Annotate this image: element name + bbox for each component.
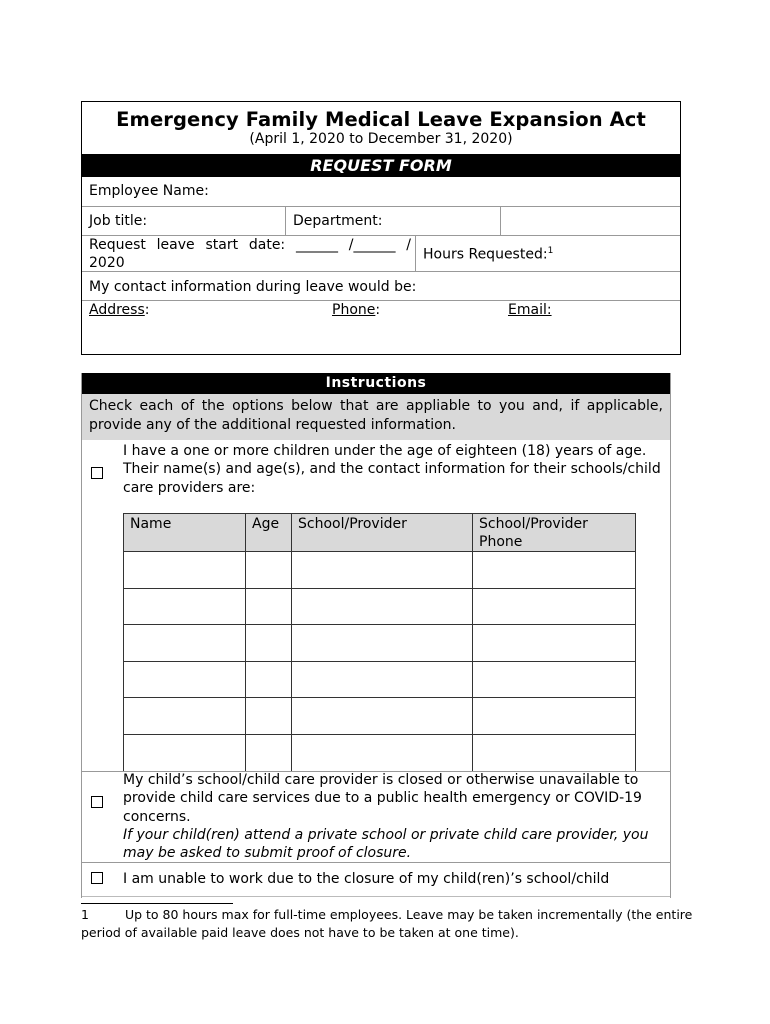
request-form [81,101,681,355]
table-cell-name[interactable] [124,588,246,625]
table-cell-school[interactable] [292,698,473,735]
divider [82,300,680,301]
table-cell-phone[interactable] [473,552,636,589]
hours-requested-label: Hours Requested: [423,246,548,263]
table-cell-name[interactable] [124,734,246,771]
divider [500,206,501,235]
column-header-age: Age [246,514,292,552]
column-header-name: Name [124,514,246,552]
table-cell-age[interactable] [246,588,292,625]
table-cell-phone[interactable] [473,698,636,735]
address-label: Address [89,302,145,318]
instructions-section [81,373,671,898]
table-row [124,698,636,735]
divider [82,206,680,207]
leave-start-date-field[interactable]: Request leave start date: ______ /______ / [89,237,411,253]
footnote-marker: 1 [547,246,554,256]
phone-field[interactable] [332,302,380,318]
table-cell-school[interactable] [292,625,473,662]
table-cell-school[interactable] [292,588,473,625]
table-cell-school[interactable] [292,661,473,698]
option-children-checkbox[interactable] [91,467,103,479]
table-cell-name[interactable] [124,552,246,589]
table-row [124,588,636,625]
table-cell-age[interactable] [246,734,292,771]
option-children-text: I have a one or more children under the age of eighteen (18) years of age. Their name(s) and age(s), and the contact information for their schools/child care providers are: [123,443,661,496]
option-closure-label: My child’s school/child care provider is closed or otherwise unavailable to provide child care services due to a public health emergency or COVID-19 concerns. [123,772,642,825]
hours-requested-field[interactable] [423,246,553,263]
colon: : [375,302,381,318]
option-closure-checkbox[interactable] [91,796,103,808]
table-header-row [124,514,636,552]
divider [415,235,416,271]
table-cell-school[interactable] [292,552,473,589]
option-closure-text [123,771,663,862]
footnote [81,906,701,941]
table-cell-age[interactable] [246,552,292,589]
contact-info-label: My contact information during leave would be: [89,279,417,295]
form-date-range: (April 1, 2020 to December 31, 2020) [249,131,513,147]
department-field[interactable]: Department: [293,213,383,229]
job-title-field[interactable]: Job title: [89,213,148,229]
table-cell-phone[interactable] [473,588,636,625]
table-cell-age[interactable] [246,661,292,698]
phone-label: Phone [332,302,376,318]
table-cell-name[interactable] [124,698,246,735]
footnote-divider [81,903,233,904]
email-field[interactable]: Email: [508,302,552,318]
leave-start-year: 2020 [89,255,125,271]
children-table [123,513,636,772]
table-cell-name[interactable] [124,661,246,698]
option-closure-note: If your child(ren) attend a private school or private child care provider, you may be asked to submit proof of closure. [123,826,649,862]
divider [82,862,670,863]
table-cell-age[interactable] [246,698,292,735]
employee-name-field[interactable]: Employee Name: [89,183,209,199]
table-cell-phone[interactable] [473,661,636,698]
form-title: Emergency Family Medical Leave Expansion Act [116,108,646,131]
column-header-school: School/Provider [292,514,473,552]
table-cell-school[interactable] [292,734,473,771]
table-row [124,734,636,771]
option-unable-to-work-checkbox[interactable] [91,872,103,884]
table-cell-age[interactable] [246,625,292,662]
footnote-number: 1 [81,907,89,922]
option-unable-to-work-text: I am unable to work due to the closure of my child(ren)’s school/child [123,871,610,887]
divider [285,206,286,235]
footnote-text: Up to 80 hours max for full-time employees. Leave may be taken incrementally (the entire period of available paid leave does not have to be taken at one time). [81,907,693,940]
instructions-text: Check each of the options below that are appliable to you and, if applicable, provide any of the additional requested information. [82,394,670,440]
table-row [124,552,636,589]
table-row [124,661,636,698]
colon: : [144,302,150,318]
instructions-heading: Instructions [82,373,670,394]
divider [82,271,680,272]
column-header-phone: School/Provider Phone [473,514,636,552]
table-cell-phone[interactable] [473,625,636,662]
request-form-heading: REQUEST FORM [82,154,680,177]
table-cell-name[interactable] [124,625,246,662]
divider [82,896,670,897]
table-row [124,625,636,662]
table-cell-phone[interactable] [473,734,636,771]
address-field[interactable] [89,302,149,318]
